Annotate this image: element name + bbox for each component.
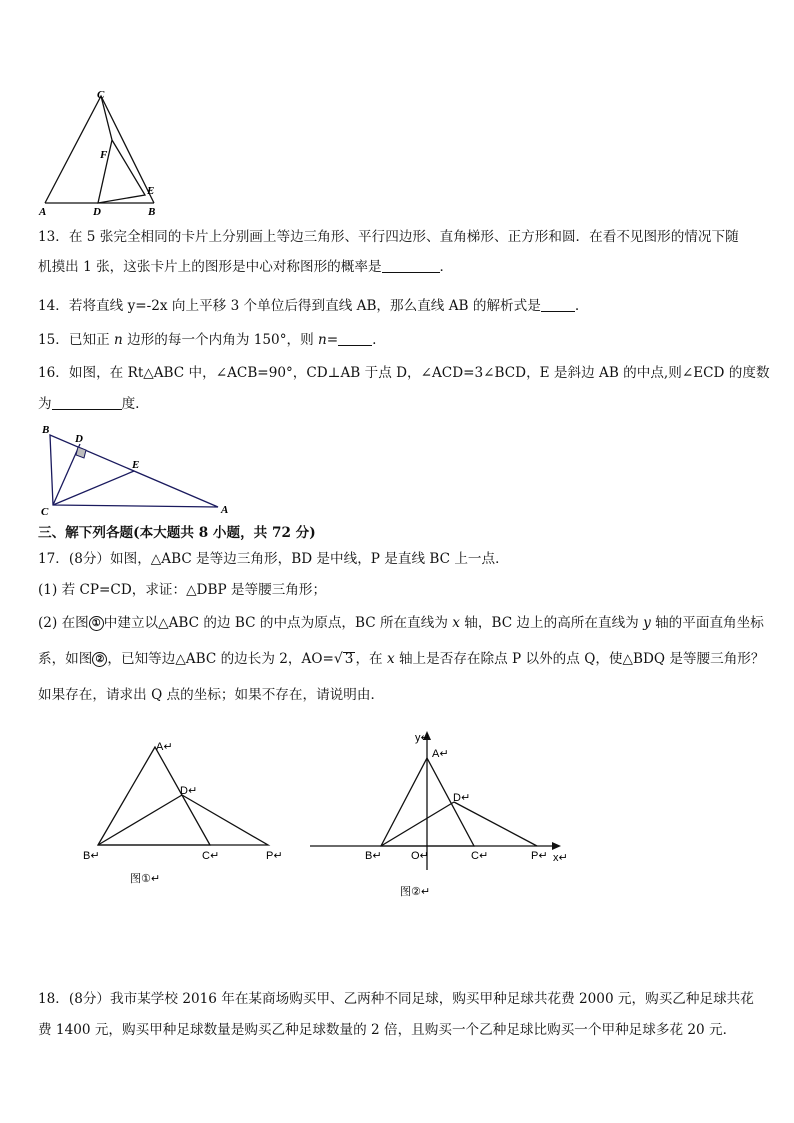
q17-l3-c: 轴，BC 边上的高所在直线为 xyxy=(459,615,644,631)
answer-blank-14 xyxy=(541,298,575,312)
question-14-end: . xyxy=(574,298,580,314)
label-O: O↵ xyxy=(411,850,429,862)
question-15-end: . xyxy=(372,332,377,348)
label-C: C xyxy=(41,506,49,518)
question-18-line1: 18．(8分）我市某学校 2016 年在某商场购买甲、乙两种不同足球，购买甲种足球共花费 2000 元，购买乙种足球共花 xyxy=(38,991,754,1007)
question-17-line3 xyxy=(38,614,764,632)
var-n: n xyxy=(114,332,123,348)
answer-blank-13 xyxy=(382,259,440,273)
question-15 xyxy=(38,331,377,349)
label-C: C↵ xyxy=(202,850,220,862)
label-D: D xyxy=(75,433,83,445)
question-14-text: 14．若将直线 y=-2x 向上平移 3 个单位后得到直线 AB，那么直线 AB 的解析式是 xyxy=(38,298,541,314)
question-13-line2 xyxy=(38,258,453,276)
label-B: B↵ xyxy=(83,850,100,862)
question-16-text: 为 xyxy=(38,396,52,412)
label-y: y↵ xyxy=(415,732,430,744)
label-C: C xyxy=(97,89,105,101)
label-E: E xyxy=(132,459,140,471)
label-A: A↵ xyxy=(432,748,449,760)
q17-l4-d: 轴上是否存在除点 P 以外的点 Q，使△BDQ 是等腰三角形？ xyxy=(394,651,765,667)
var-x: x xyxy=(452,615,460,631)
question-13-text: 机摸出 1 张，这张卡片上的图形是中心对称图形的概率是 xyxy=(38,259,382,275)
question-17-line5: 如果存在，请求出 Q 点的坐标；如果不存在，请说明由． xyxy=(38,687,385,703)
q17-l4-c: ，在 xyxy=(355,651,387,667)
question-16-line1: 16．如图，在 Rt△ABC 中，∠ACB=90°，CD⊥AB 于点 D，∠ACD=3∠BCD，E 是斜边 AB 的中点,则∠ECD 的度数 xyxy=(38,365,770,381)
label-B: B xyxy=(42,424,50,436)
label-B: B↵ xyxy=(365,850,382,862)
question-15-text: 15．已知正 xyxy=(38,332,114,348)
figure-1-caption: 图①↵ xyxy=(130,872,161,885)
equals: = xyxy=(326,332,339,348)
label-E: E xyxy=(147,185,155,197)
question-17-line1: 17．(8分）如图，△ABC 是等边三角形，BD 是中线，P 是直线 BC 上一点． xyxy=(38,551,509,567)
label-D: D↵ xyxy=(453,792,471,804)
q17-l4-b: ，已知等边△ABC 的边长为 2，AO= xyxy=(107,651,334,667)
answer-blank-16 xyxy=(52,396,122,410)
label-P: P↵ xyxy=(531,850,548,862)
label-C: C↵ xyxy=(471,850,489,862)
question-17-line2: (1) 若 CP=CD，求证：△DBP 是等腰三角形； xyxy=(38,582,327,598)
question-14 xyxy=(38,297,579,315)
label-A: A xyxy=(39,206,47,218)
question-15-mid: 边形的每一个内角为 150°，则 xyxy=(122,332,319,348)
circled-2: ② xyxy=(92,652,107,667)
question-16-line2 xyxy=(38,395,140,413)
figure-2-caption: 图②↵ xyxy=(400,885,431,898)
question-18-line2: 费 1400 元，购买甲种足球数量是购买乙种足球数量的 2 倍，且购买一个乙种足球比购买一个甲种足球多花 20 元． xyxy=(38,1022,737,1038)
label-F: F xyxy=(100,149,108,161)
q17-l4-a: 系，如图 xyxy=(38,651,93,667)
label-D: D↵ xyxy=(180,785,198,797)
label-D: D xyxy=(93,206,101,218)
answer-blank-15 xyxy=(338,332,372,346)
var-n-2: n xyxy=(318,332,327,348)
label-x: x↵ xyxy=(553,852,568,864)
label-A: A xyxy=(221,504,229,516)
label-A: A↵ xyxy=(156,741,173,753)
q17-l3-b: 中建立以△ABC 的边 BC 的中点为原点，BC 所在直线为 xyxy=(103,615,453,631)
question-16-end: 度. xyxy=(121,396,140,412)
section-heading: 三、解下列各题(本大题共 8 小题，共 72 分) xyxy=(38,525,316,541)
figure-right-triangle xyxy=(38,423,238,518)
figure-triangle-cfde xyxy=(30,88,170,220)
label-B: B xyxy=(148,206,156,218)
sqrt-3: 3 xyxy=(344,651,354,667)
var-x-2: x xyxy=(386,651,395,667)
figure-1 xyxy=(80,735,300,895)
q17-l3-d: 轴的平面直角坐标 xyxy=(650,615,764,631)
question-13-line1: 13．在 5 张完全相同的卡片上分别画上等边三角形、平行四边形、直角梯形、正方形和圆．在看不见图形的情况下随 xyxy=(38,229,739,245)
label-P: P↵ xyxy=(266,850,283,862)
question-17-line4: 系，如图 ② ，已知等边△ABC 的边长为 2，AO=√ 3 ，在 x 轴上是否存在除点 P 以外的点 Q，使△BDQ 是等腰三角形？ xyxy=(38,651,765,667)
var-y: y xyxy=(643,615,651,631)
question-13-end: ． xyxy=(439,259,454,275)
figure-2 xyxy=(305,725,585,905)
q17-l3-a: (2) 在图 xyxy=(38,615,89,631)
circled-1: ① xyxy=(89,616,104,631)
